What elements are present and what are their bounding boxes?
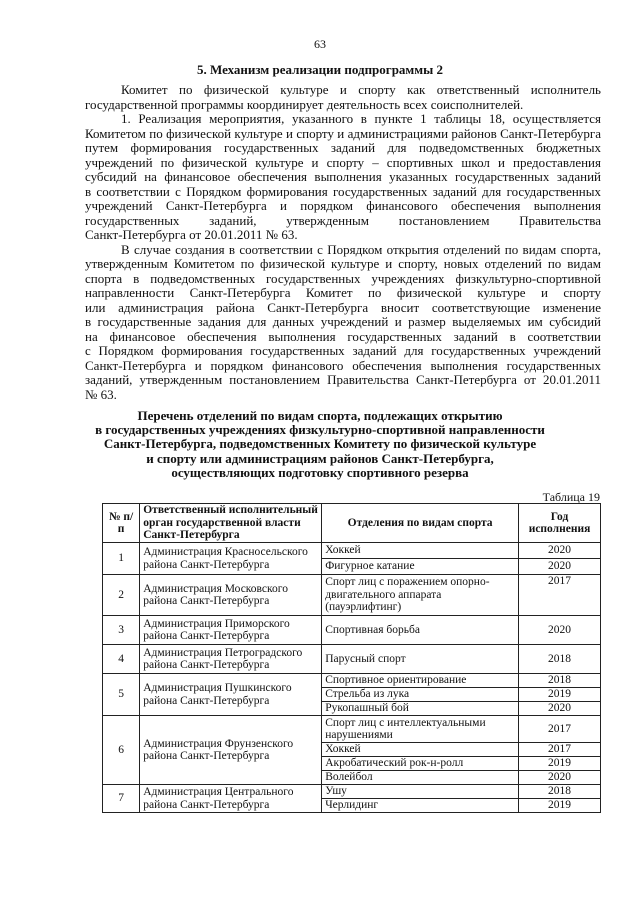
row-sport: Спортивное ориентирование [322,674,519,688]
row-year: 2018 [519,785,601,799]
sports-sections-table [102,503,601,813]
paragraph-line: или администрация района Санкт-Петербурга вносит соответствующие изменение [85,300,601,315]
row-num: 5 [103,674,140,716]
body-text [85,83,601,402]
row-year: 2020 [519,702,601,716]
row-year: 2020 [519,543,601,559]
row-year: 2019 [519,799,601,813]
paragraph-line: на финансовое обеспечения выполнения государственных заданий в соответствии [85,329,601,344]
paragraph-line: Санкт-Петербурга от 20.01.2011 № 63. [85,228,298,242]
table-header-row [103,504,601,543]
table-title-line: в государственных учреждениях физкультурно-спортивной направленности [95,422,545,438]
row-sport: Фигурное катание [322,559,519,575]
table-title-line: Перечень отделений по видам спорта, подлежащих открытию [137,408,503,423]
row-org: Администрация Петроградского района Санкт-Петербурга [140,645,322,674]
row-sport: Спортивная борьба [322,616,519,645]
row-year: 2017 [519,743,601,757]
paragraph-line: спорта в подведомственных государственных учреждениях физкультурно-спортивной [85,271,601,286]
row-year: 2017 [519,575,601,616]
row-org: Администрация Московского района Санкт-Петербурга [140,575,322,616]
row-sport: Парусный спорт [322,645,519,674]
paragraph-line: направленности Санкт-Петербурга Комитет по физической культуре и спорту [85,286,601,300]
row-org: Администрация Пушкинского района Санкт-Петербурга [140,674,322,716]
row-org: Администрация Фрунзенского района Санкт-Петербурга [140,716,322,785]
row-sport: Стрельба из лука [322,688,519,702]
row-num: 2 [103,575,140,616]
paragraph-line: государственной программы координирует деятельность всех соисполнителей. [85,97,524,112]
row-sport: Рукопашный бой [322,702,519,716]
paragraph-line: государственных заданий, утвержденным постановлением Правительства [85,213,601,228]
paragraph-line: в государственные задания для данных учреждений и размер выделяемых им субсидий [85,315,601,329]
page-number: 63 [314,37,326,51]
row-org: Администрация Центрального района Санкт-Петербурга [140,785,322,813]
table-row [103,616,601,645]
table-title-line: Санкт-Петербурга, подведомственных Комитету по физической культуре [103,436,537,452]
paragraph-line: с Порядком формирования государственных заданий для государственных учреждений [85,344,601,358]
table-row [103,674,601,688]
table-row [103,575,601,616]
paragraph-line: заданий, утвержденным постановлением Правительства Санкт-Петербурга от 20.01.2011 [85,373,601,387]
row-sport: Спорт лиц с интеллектуальными нарушениями [322,716,519,743]
row-num: 3 [103,616,140,645]
row-sport: Хоккей [322,743,519,757]
paragraph-line: 1. Реализация мероприятия, указанного в пункте 1 таблицы 18, осуществляется [121,112,601,126]
row-num: 7 [103,785,140,813]
row-sport: Хоккей [322,543,519,559]
row-year: 2020 [519,616,601,645]
paragraph-line: Комитет по физической культуре и спорту как ответственный исполнитель [121,83,601,97]
row-year: 2020 [519,771,601,785]
row-year: 2019 [519,757,601,771]
table-label: Таблица 19 [542,490,600,504]
paragraph-line: Комитетом по физической культуре и спорту и администрациями районов Санкт-Петербурга [85,126,601,141]
row-sport: Волейбол [322,771,519,785]
table-row [103,785,601,799]
table-row [103,543,601,559]
paragraph-line: субсидий на финансовое обеспечения выполнения указанных государственных заданий [85,170,601,184]
row-sport: Черлидинг [322,799,519,813]
table-row [103,716,601,743]
row-num: 6 [103,716,140,785]
row-sport: Спорт лиц с поражением опорно-двигательного аппарата (пауэрлифтинг) [322,575,519,616]
row-num: 1 [103,543,140,575]
paragraph-line: путем формирования государственных заданий для подведомственных бюджетных [85,141,601,155]
row-num: 4 [103,645,140,674]
paragraph-line: учреждений Санкт-Петербурга и порядком финансового обеспечения выполнения [85,199,601,213]
header-org: Ответственный исполнительный орган государственной власти Санкт-Петербурга [140,504,322,543]
row-year: 2018 [519,674,601,688]
table-title-line: осуществляющих подготовку спортивного резерва [171,464,469,480]
table-row [103,645,601,674]
row-year: 2018 [519,645,601,674]
header-num: № п/п [103,504,140,543]
row-sport: Ушу [322,785,519,799]
row-org: Администрация Красносельского района Санкт-Петербурга [140,543,322,575]
row-year: 2019 [519,688,601,702]
paragraph-line: Санкт-Петербурга и порядком финансового обеспечения выполнения государственных [85,358,601,373]
paragraph-line: утвержденным Комитетом по физической культуре и спорту, новых отделений по видам [85,257,601,271]
table-title-line: и спорту или администрациям районов Санкт-Петербурга, [146,450,494,466]
row-year: 2017 [519,716,601,743]
section-title: 5. Механизм реализации подпрограммы 2 [196,62,444,77]
header-year: Год исполнения [519,504,601,543]
paragraph-line: № 63. [85,387,117,402]
row-year: 2020 [519,559,601,575]
table-title [60,409,580,480]
header-sport: Отделения по видам спорта [322,504,519,543]
paragraph-line: в соответствии с Порядком формирования государственных заданий для государственных [85,184,601,199]
row-sport: Акробатический рок-н-ролл [322,757,519,771]
paragraph-line: учреждений по физической культуре и спорту – спортивных школ и предоставления [85,155,601,170]
row-org: Администрация Приморского района Санкт-Петербурга [140,616,322,645]
paragraph-line: В случае создания в соответствии с Порядком открытия отделений по видам спорта, [121,242,601,257]
